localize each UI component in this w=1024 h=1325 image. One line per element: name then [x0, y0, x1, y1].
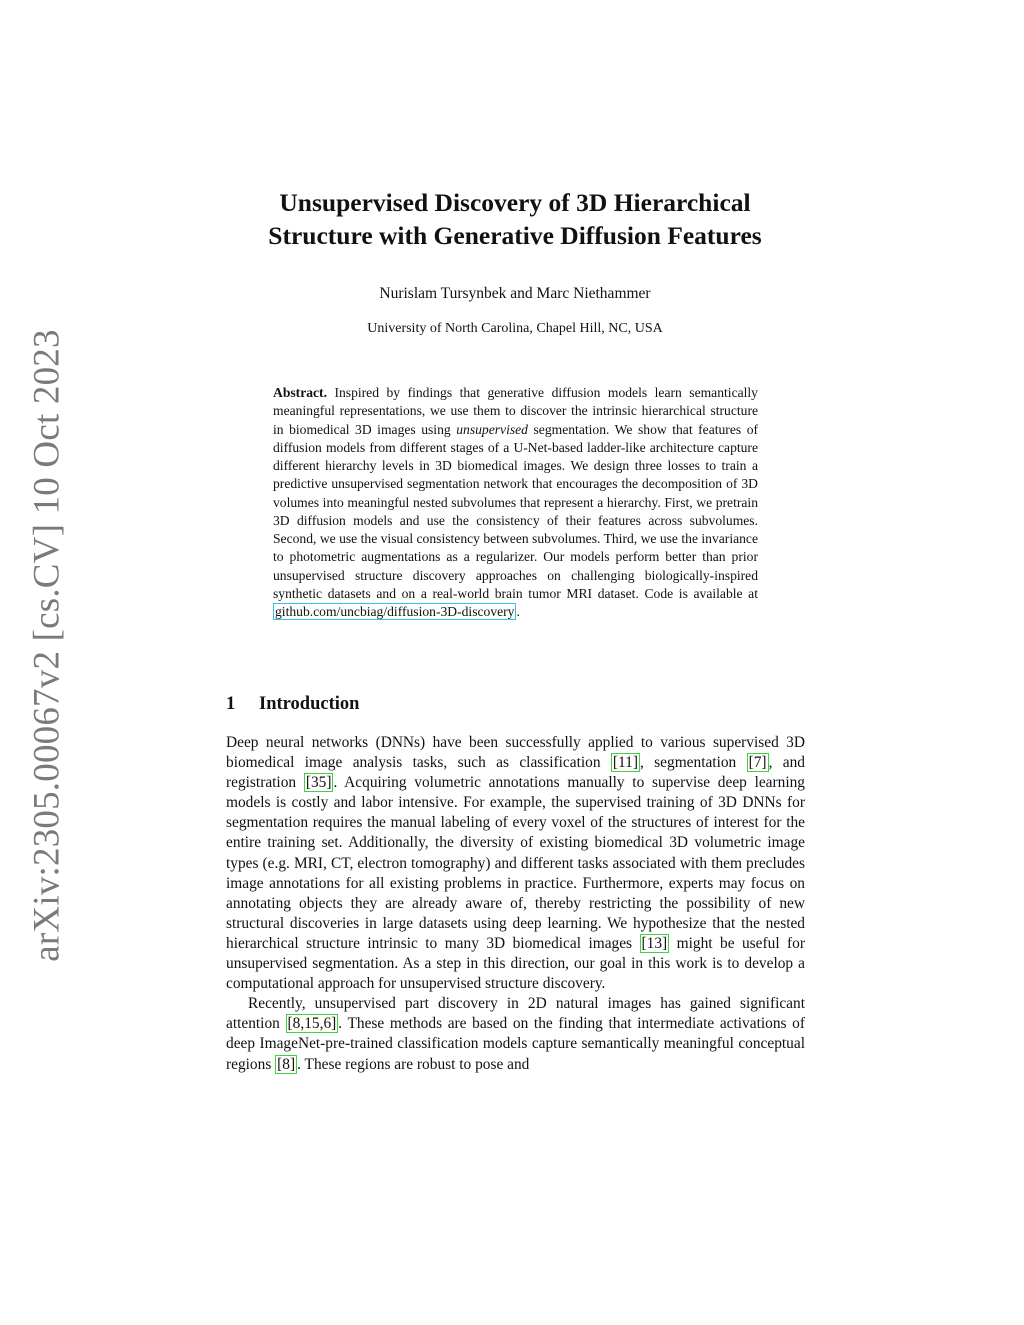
- citation-8-15-6[interactable]: [8,15,6]: [287, 1015, 337, 1033]
- p2-text-2: . These methods are based on the finding that intermediate activations of deep ImageNet-pre-trained classification models capture semantically meaningful conceptual regions: [226, 1015, 805, 1073]
- code-link-suffix: .: [516, 604, 520, 619]
- abstract-text-2: segmentation. We show that features of diffusion models from different stages of a U-Net-based ladder-like architecture capture different hierarchy levels in 3D biomedical images. We design three losses to train a predictive unsupervised segmentation network that encourages the decomposition of 3D volumes into meaningful nested subvolumes that represent a hierarchy. First, we pretrain 3D diffusion models and use the consistency of their features across subvolumes. Second, we use the visual consistency between subvolumes. Third, we use the invariance to photometric augmentations as a regularizer. Our models perform better than prior unsupervised structure discovery approaches on challenging biologically-inspired synthetic datasets and on a real-world brain tumor MRI dataset.: [273, 421, 759, 601]
- abstract-text-1: Inspired by findings that generative diffusion models learn semantically meaningful representations, we use them to discover the intrinsic hierarchical structure in biomedical 3D images using: [273, 385, 758, 437]
- p1-text-4: . Acquiring volumetric annotations manually to supervise deep learning models is costly and labor intensive. For example, the supervised training of 3D DNNs for segmentation requires the manual labeling of every voxel of the structures of interest for the entire training set. Additionally, the diversity of existing biomedical 3D volumetric image types (e.g. MRI, CT, electron tomography) and different tasks associated with them precludes image annotations for all existing problems in practice. Furthermore, experts may focus on annotating objects they are already aware of, thereby restricting the possibility of new structural discoveries in large datasets using deep learning. We hypothesize that the nested hierarchical structure intrinsic to many 3D biomedical images: [226, 774, 805, 952]
- citation-7[interactable]: [7]: [748, 754, 767, 772]
- abstract: [273, 384, 758, 621]
- title-line-2: Structure with Generative Diffusion Features: [268, 221, 762, 250]
- authors: Nurislam Tursynbek and Marc Niethammer: [379, 285, 651, 302]
- introduction-body: [226, 733, 805, 1075]
- intro-paragraph-1: [226, 733, 805, 994]
- section-title: Introduction: [259, 694, 360, 714]
- p1-text-5: might be useful for unsupervised segmentation. As a step in this direction, our goal in this work is to develop a computational approach for unsupervised structure discovery.: [226, 934, 806, 993]
- code-repository-link[interactable]: github.com/uncbiag/diffusion-3D-discovery: [275, 604, 515, 619]
- paper-title: [200, 186, 830, 252]
- arxiv-identifier-stamp: [20, 328, 74, 962]
- section-heading-introduction: [226, 692, 806, 716]
- citation-35[interactable]: [35]: [305, 774, 332, 792]
- affiliation: University of North Carolina, Chapel Hill, NC, USA: [367, 321, 663, 336]
- intro-paragraph-2: [226, 994, 805, 1074]
- section-number: 1: [226, 694, 236, 714]
- title-line-1: Unsupervised Discovery of 3D Hierarchical: [279, 188, 751, 217]
- p2-text-3: . These regions are robust to pose and: [297, 1055, 530, 1073]
- abstract-emphasis: unsupervised: [456, 421, 528, 437]
- p1-text-3: , and registration: [226, 754, 805, 792]
- p1-text-1: Deep neural networks (DNNs) have been successfully applied to various supervised 3D biomedical image analysis tasks, such as classification: [226, 734, 805, 772]
- citation-8[interactable]: [8]: [277, 1055, 296, 1073]
- p1-text-2: , segmentation: [639, 754, 737, 772]
- citation-11[interactable]: [11]: [612, 754, 638, 772]
- p2-text-1: Recently, unsupervised part discovery in 2D natural images has gained significant attention: [226, 995, 805, 1033]
- arxiv-identifier-text: arXiv:2305.00067v2 [cs.CV] 10 Oct 2023: [26, 328, 68, 962]
- citation-13[interactable]: [13]: [641, 934, 668, 952]
- abstract-label: Abstract.: [273, 385, 327, 400]
- code-availability-prefix: Code is available at: [644, 585, 758, 601]
